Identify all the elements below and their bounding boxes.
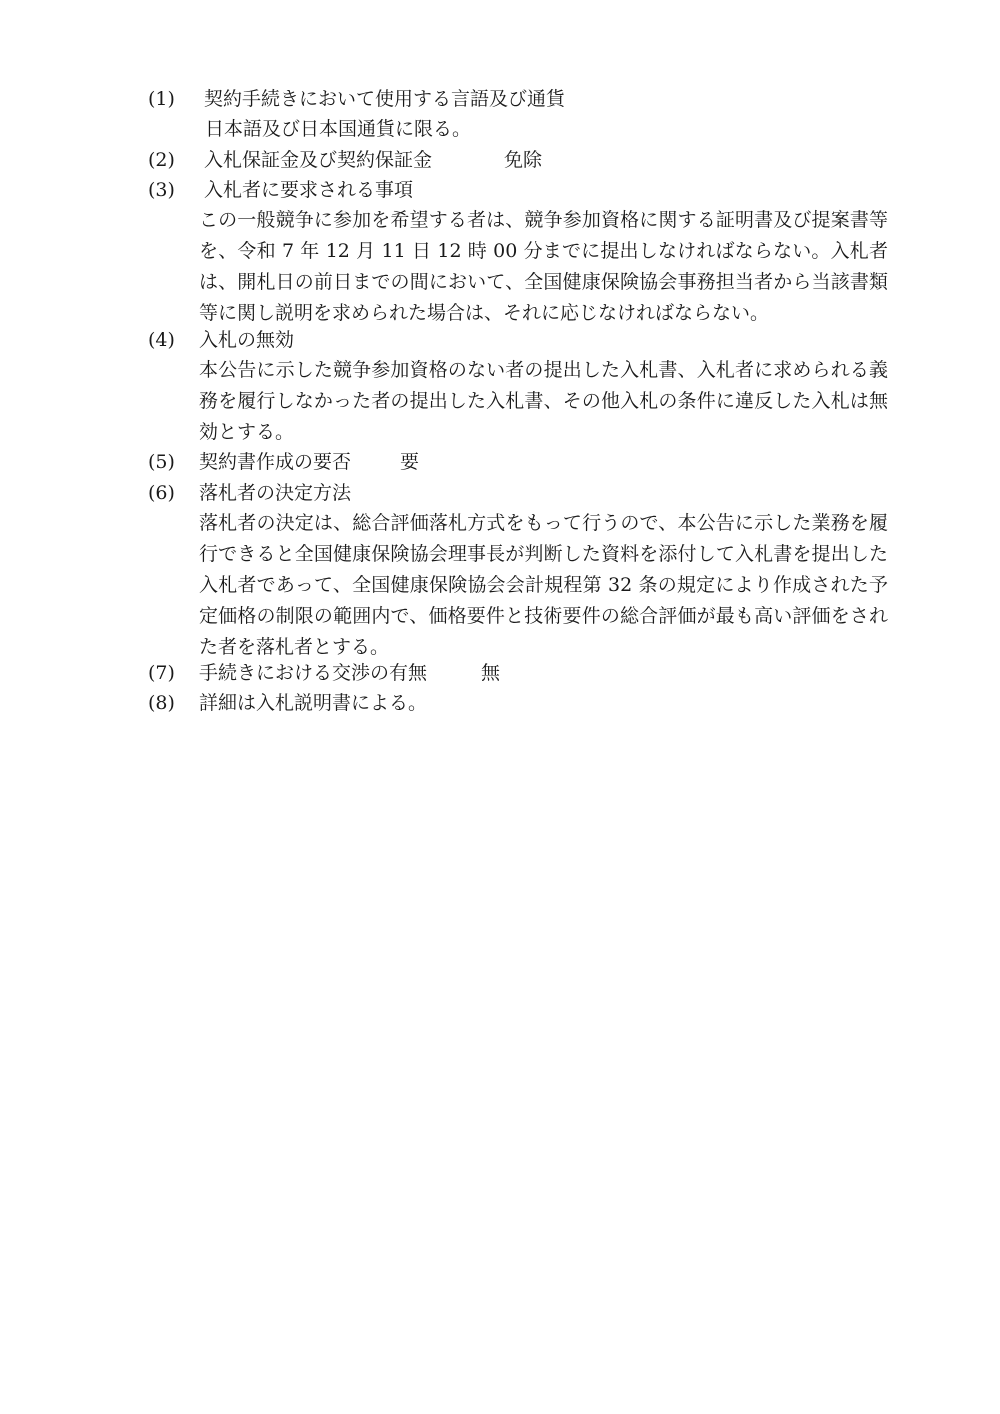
clause-body: 本公告に示した競争参加資格のない者の提出した入札書、入札者に求められる義務を履行しなかった者の提出した入札書、その他入札の条件に違反した入札は無効とする。 xyxy=(199,359,888,443)
clause-body: 日本語及び日本国通貨に限る。 xyxy=(205,118,472,140)
clause-number: (6) xyxy=(148,482,175,504)
clause-7 xyxy=(148,658,888,688)
clause-2-heading xyxy=(148,145,888,175)
clause-number: (4) xyxy=(148,329,175,351)
clause-number: (7) xyxy=(148,662,175,684)
clause-body: 落札者の決定は、総合評価落札方式をもって行うので、本公告に示した業務を履行できると全国健康保険協会理事長が判断した資料を添付して入札書を提出した入札者であって、全国健康保険協会会計規程第 32 条の規定により作成された予定価格の制限の範囲内で、価格要件と技術要件の総合評価が最も高い評価をされた者を落札者とする。 xyxy=(199,512,888,658)
clause-3 xyxy=(148,175,888,329)
clause-5-heading xyxy=(148,447,888,477)
clause-number: (2) xyxy=(148,149,175,171)
clause-title: 詳細は入札説明書による。 xyxy=(199,692,428,714)
clause-title: 手続きにおける交渉の有無 xyxy=(199,662,428,684)
clause-body: この一般競争に参加を希望する者は、競争参加資格に関する証明書及び提案書等を、令和 7 年 12 月 11 日 12 時 00 分までに提出しなければならない。入札者は、開札日の前日までの間において、全国健康保険協会事務担当者から当該書類等に関し説明を求められた場合は、それに応じなければならない。 xyxy=(199,209,888,324)
clause-5 xyxy=(148,447,888,477)
clause-number: (1) xyxy=(148,88,175,110)
clause-6 xyxy=(148,478,888,663)
clause-number: (5) xyxy=(148,451,175,473)
clause-title: 入札者に要求される事項 xyxy=(204,179,414,201)
clause-title: 入札の無効 xyxy=(199,329,295,351)
clause-8 xyxy=(148,688,888,718)
clause-4-heading xyxy=(148,325,888,355)
clause-title: 落札者の決定方法 xyxy=(199,482,352,504)
clause-1 xyxy=(148,84,888,145)
clause-title: 入札保証金及び契約保証金 xyxy=(204,149,433,171)
clause-7-heading xyxy=(148,658,888,688)
clause-value: 無 xyxy=(481,662,501,684)
clause-value: 免除 xyxy=(504,149,543,171)
clause-title: 契約手続きにおいて使用する言語及び通貨 xyxy=(204,88,566,110)
clause-number: (8) xyxy=(148,692,175,714)
clause-2 xyxy=(148,145,888,175)
clause-3-heading xyxy=(148,175,888,205)
clause-8-heading xyxy=(148,688,888,718)
clause-4 xyxy=(148,325,888,448)
clause-1-heading xyxy=(148,84,888,114)
clause-6-heading xyxy=(148,478,888,508)
clause-number: (3) xyxy=(148,179,175,201)
clause-title: 契約書作成の要否 xyxy=(199,451,352,473)
clause-value: 要 xyxy=(400,451,420,473)
